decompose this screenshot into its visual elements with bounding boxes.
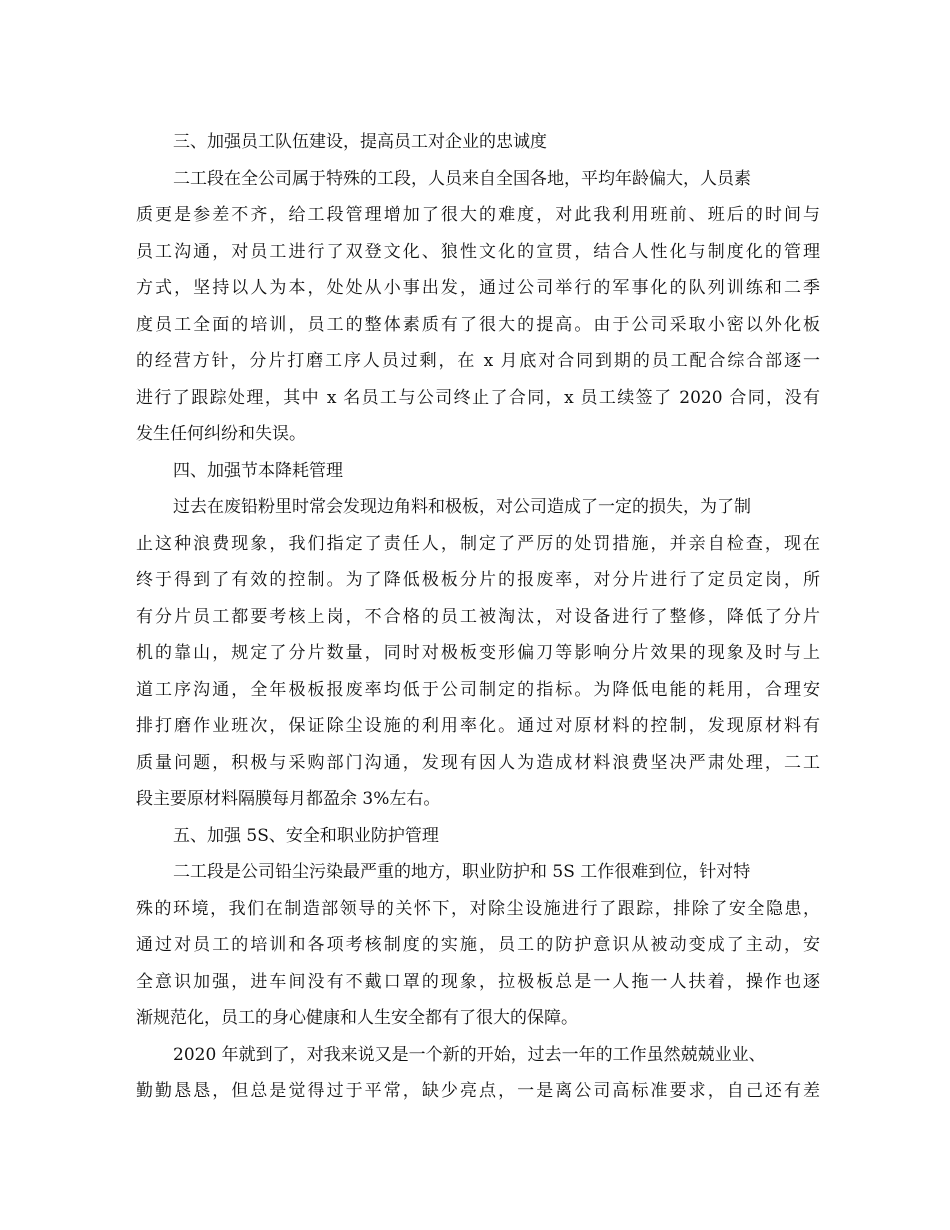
paragraph-line: 全意识加强，进车间没有不戴口罩的现象，拉极板总是一人拖一人扶着，操作也逐 <box>136 972 820 992</box>
paragraph-line: 方式，坚持以人为本，处处从小事出发，通过公司举行的军事化的队列训练和二季 <box>136 278 820 298</box>
paragraph-line: 过去在废铅粉里时常会发现边角料和极板，对公司造成了一定的损失，为了制 <box>173 497 751 517</box>
paragraph-line: 机的靠山，规定了分片数量，同时对极板变形偏刀等影响分片效果的现象及时与上 <box>136 643 820 663</box>
paragraph-line: 发生任何纠纷和失误。 <box>136 424 306 444</box>
paragraph-line: 通过对员工的培训和各项考核制度的实施，员工的防护意识从被动变成了主动，安 <box>136 935 820 955</box>
paragraph-line: 排打磨作业班次，保证除尘设施的利用率化。通过对原材料的控制，发现原材料有 <box>136 716 820 736</box>
paragraph-line: 止这种浪费现象，我们指定了责任人，制定了严厉的处罚措施，并亲自检查，现在 <box>136 534 820 554</box>
paragraph-line: 度员工全面的培训，员工的整体素质有了很大的提高。由于公司采取小密以外化板 <box>136 315 820 335</box>
paragraph-line: 段主要原材料隔膜每月都盈余 3%左右。 <box>136 789 441 809</box>
paragraph-line: 道工序沟通，全年极板报废率均低于公司制定的指标。为降低电能的耗用，合理安 <box>136 680 820 700</box>
paragraph-line: 2020 年就到了，对我来说又是一个新的开始，过去一年的工作虽然兢兢业业、 <box>173 1045 766 1065</box>
paragraph-line: 质更是参差不齐，给工段管理增加了很大的难度，对此我利用班前、班后的时间与 <box>136 205 820 225</box>
paragraph-line: 终于得到了有效的控制。为了降低极板分片的报废率，对分片进行了定员定岗，所 <box>136 570 820 590</box>
paragraph-line: 二工段是公司铅尘污染最严重的地方，职业防护和 5S 工作很难到位，针对特 <box>173 862 751 882</box>
section-heading-5: 五、加强 5S、安全和职业防护管理 <box>173 826 439 846</box>
paragraph-line: 进行了跟踪处理，其中 x 名员工与公司终止了合同，x 员工续签了 2020 合同，没有 <box>136 388 820 408</box>
section-heading-4: 四、加强节本降耗管理 <box>173 461 343 481</box>
paragraph-line: 二工段在全公司属于特殊的工段，人员来自全国各地，平均年龄偏大，人员素 <box>173 169 751 189</box>
paragraph-line: 的经营方针，分片打磨工序人员过剩，在 x 月底对合同到期的员工配合综合部逐一 <box>136 351 820 371</box>
paragraph-line: 有分片员工都要考核上岗，不合格的员工被淘汰，对设备进行了整修，降低了分片 <box>136 607 820 627</box>
paragraph-line: 殊的环境，我们在制造部领导的关怀下，对除尘设施进行了跟踪，排除了安全隐患， <box>136 899 820 919</box>
paragraph-line: 渐规范化，员工的身心健康和人生安全都有了很大的保障。 <box>136 1008 578 1028</box>
section-heading-3: 三、加强员工队伍建设，提高员工对企业的忠诚度 <box>173 132 547 152</box>
paragraph-line: 勤勤恳恳，但总是觉得过于平常，缺少亮点，一是离公司高标准要求，自己还有差 <box>136 1081 820 1101</box>
paragraph-line: 质量问题，积极与采购部门沟通，发现有因人为造成材料浪费坚决严肃处理，二工 <box>136 753 820 773</box>
paragraph-line: 员工沟通，对员工进行了双登文化、狼性文化的宣贯，结合人性化与制度化的管理 <box>136 242 820 262</box>
